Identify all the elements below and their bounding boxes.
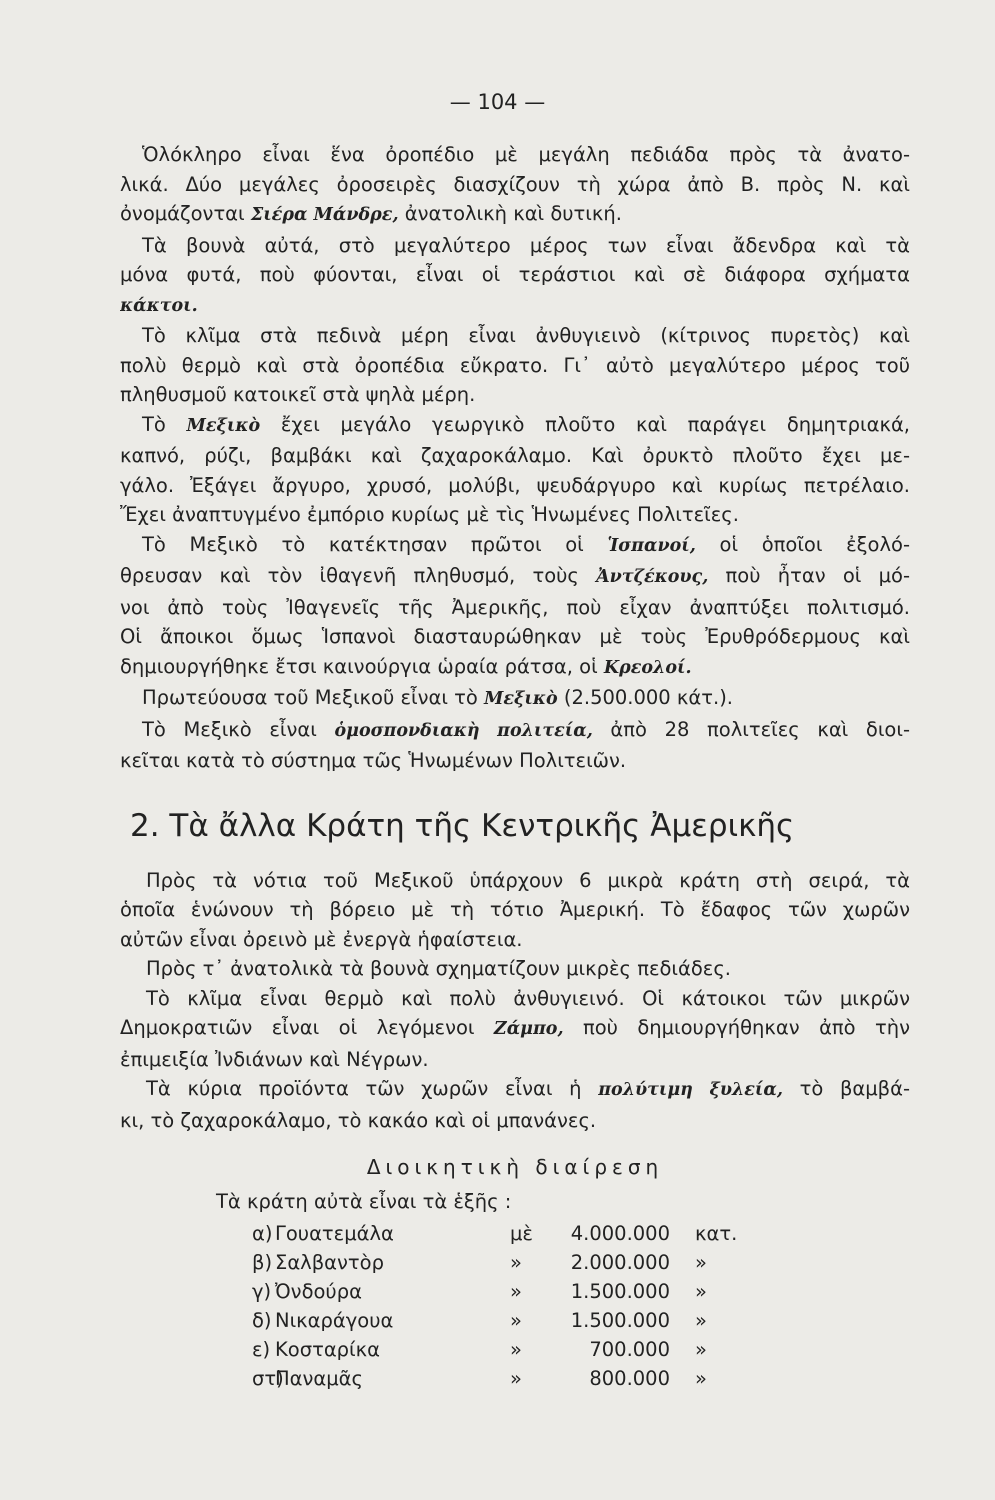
text-run: Δημοκρατιῶν εἶναι οἱ λεγόμενοι — [120, 1016, 494, 1039]
emphasis-antzekous: Ἀντζέκους, — [596, 567, 709, 587]
text-run: δημιουργήθηκε ἔτσι καινούργια ὡραία ράτσα, οἱ — [120, 654, 604, 678]
text-line: Οἱ ἄποικοι ὅμως Ἱσπανοὶ διασταυρώθηκαν μὲ τοὺς Ἐρυθρόδερμους καὶ — [120, 625, 910, 648]
list-item — [120, 1218, 910, 1247]
item-value: 800.000 — [589, 1367, 670, 1390]
item-name: Σαλβαντὸρ — [275, 1251, 384, 1274]
item-name: Γουατεμάλα — [275, 1222, 394, 1245]
emphasis-mexico: Μεξικὸ — [186, 415, 261, 436]
text-run: οἱ ὁποῖοι ἐξολό- — [695, 532, 910, 556]
emphasis-sierra-madre: Σιέρα Μάνδρε, — [250, 205, 399, 225]
emphasis-kaktoi: κάκτοι. — [120, 295, 198, 316]
item-mark: » — [510, 1309, 522, 1332]
item-mark: » — [510, 1367, 522, 1390]
text-line: κεῖται κατὰ τὸ σύστημα τῶς Ἡνωμένων Πολιτειῶν. — [120, 749, 627, 772]
text-line: ἐπιμειξία Ἰνδιάνων καὶ Νέγρων. — [120, 1047, 429, 1071]
text-line — [120, 715, 910, 747]
item-unit: » — [695, 1251, 707, 1274]
emphasis-kreoloi: Κρεολοί. — [603, 657, 692, 678]
item-label: γ) — [252, 1280, 272, 1303]
text-run: ἀνατολικὴ καὶ δυτική. — [398, 202, 622, 225]
emphasis-ispanoi: Ἱσπανοί, — [607, 535, 696, 556]
text-line: ὁποῖα ἑνώνουν τὴ βόρειο μὲ τὴ τότιο Ἀμερική. Τὸ ἔδαφος τῶν χωρῶν — [120, 898, 910, 921]
text-line — [120, 290, 910, 322]
text-run: ἔχει μεγάλο γεωργικὸ πλοῦτο καὶ παράγει δημητριακά, — [260, 412, 910, 436]
page-body — [120, 140, 910, 1392]
list-item — [120, 1334, 910, 1363]
item-unit: » — [695, 1338, 707, 1361]
item-unit: » — [695, 1367, 707, 1390]
text-line: κι, τὸ ζαχαροκάλαμο, τὸ κακάο καὶ οἱ μπανάνες. — [120, 1108, 597, 1132]
page-number: — 104 — — [449, 90, 546, 114]
list-item — [120, 1247, 910, 1276]
text-run: Τὸ Μεξικὸ εἶναι — [142, 717, 335, 741]
list-item — [120, 1276, 910, 1305]
text-line — [120, 652, 910, 684]
item-unit: » — [695, 1309, 707, 1332]
text-line: γάλο. Ἐξάγει ἄργυρο, χρυσό, μολύβι, ψευδάργυρο καὶ κυρίως πετρέλαιο. — [120, 473, 910, 497]
subheading: Διοικητικὴ διαίρεση — [366, 1155, 664, 1179]
text-run: Πρωτεύουσα τοῦ Μεξικοῦ εἶναι τὸ — [142, 686, 485, 709]
item-label: β) — [252, 1251, 273, 1274]
text-line: Τὰ βουνὰ αὐτά, στὸ μεγαλύτερο μέρος των εἶναι ἄδενδρα καὶ τὰ — [142, 233, 910, 257]
item-name: Κοσταρίκα — [275, 1338, 380, 1361]
item-value: 1.500.000 — [570, 1309, 670, 1332]
text-line — [120, 1074, 910, 1106]
text-run: θρευσαν καὶ τὸν ἰθαγενῆ πληθυσμό, τοὺς — [120, 564, 597, 587]
list-intro: Τὰ κράτη αὐτὰ εἶναι τὰ ἑξῆς : — [216, 1190, 512, 1213]
text-line: πληθυσμοῦ κατοικεῖ στὰ ψηλὰ μέρη. — [120, 383, 476, 406]
item-name: Παναμᾶς — [275, 1367, 363, 1390]
text-line: Ὁλόκληρο εἶναι ἕνα ὀροπέδιο μὲ μεγάλη πεδιάδα πρὸς τὰ ἀνατο- — [142, 143, 910, 166]
list-item — [120, 1363, 910, 1392]
text-line — [120, 199, 910, 231]
item-mark: » — [510, 1338, 522, 1361]
item-value: 1.500.000 — [570, 1280, 670, 1303]
emphasis-timber: πολύτιμη ξυλεία, — [598, 1080, 783, 1100]
text-line — [120, 410, 910, 442]
text-line: Πρὸς τὰ νότια τοῦ Μεξικοῦ ὑπάρχουν 6 μικρὰ κράτη στὴ σειρά, τὰ — [146, 868, 910, 892]
text-line: λικά. Δύο μεγάλες ὀροσειρὲς διασχίζουν τὴ χώρα ἀπὸ Β. πρὸς Ν. καὶ — [120, 172, 910, 196]
item-value: 2.000.000 — [570, 1251, 670, 1274]
text-run: ποὺ δημιουργήθηκαν ἀπὸ τὴν — [563, 1016, 910, 1039]
item-label: δ) — [252, 1309, 272, 1332]
item-name: Ὀνδούρα — [275, 1280, 362, 1303]
item-label: ε) — [252, 1338, 271, 1361]
text-line: καπνό, ρύζι, βαμβάκι καὶ ζαχαροκάλαμο. Καὶ ὀρυκτὸ πλοῦτο ἔχει με- — [120, 444, 910, 467]
text-line: μόνα φυτά, ποὺ φύονται, εἶναι οἱ τεράστιοι καὶ σὲ διάφορα σχήματα — [120, 263, 910, 286]
emphasis-federal-state: ὁμοσπονδιακὴ πολιτεία, — [334, 720, 593, 741]
emphasis-zambo: Ζάμπο, — [493, 1019, 564, 1039]
emphasis-mexico-city: Μεξικὸ — [484, 689, 558, 709]
item-value: 4.000.000 — [570, 1222, 670, 1245]
text-run: Τὰ κύρια προϊόντα τῶν χωρῶν εἶναι ἡ — [146, 1077, 599, 1100]
item-label: στ) — [252, 1367, 284, 1390]
text-run: ὀνομάζονται — [120, 202, 251, 225]
states-list — [120, 1218, 910, 1392]
section-heading: 2. Τὰ ἄλλα Κράτη τῆς Κεντρικῆς Ἀμερικῆς — [130, 807, 795, 844]
text-line — [120, 683, 910, 715]
text-line — [120, 1013, 910, 1045]
item-mark: » — [510, 1251, 522, 1274]
text-line: Πρὸς τ᾿ ἀνατολικὰ τὰ βουνὰ σχηματίζουν μικρὲς πεδιάδες. — [146, 957, 731, 980]
item-mark: » — [510, 1280, 522, 1303]
text-line: Τὸ κλῖμα στὰ πεδινὰ μέρη εἶναι ἀνθυγιεινὸ (κίτρινος πυρετὸς) καὶ — [142, 324, 910, 347]
text-run: Τὸ — [142, 412, 187, 436]
text-line: πολὺ θερμὸ καὶ στὰ ὀροπέδια εὔκρατο. Γι᾿ αὐτὸ μεγαλύτερο μέρος τοῦ — [120, 353, 910, 377]
text-line: νοι ἀπὸ τοὺς Ἰθαγενεῖς τῆς Ἀμερικῆς, ποὺ εἶχαν ἀναπτύξει πολιτισμό. — [120, 595, 910, 619]
text-line — [120, 530, 910, 562]
text-line: Τὸ κλῖμα εἶναι θερμὸ καὶ πολὺ ἀνθυγιεινό. Οἱ κάτοικοι τῶν μικρῶν — [146, 986, 910, 1010]
text-line: αὐτῶν εἶναι ὀρεινὸ μὲ ἐνεργὰ ἡφαίστεια. — [120, 927, 523, 951]
text-run: τὸ βαμβά- — [782, 1077, 910, 1100]
item-label: α) — [252, 1222, 273, 1245]
text-run: ἀπὸ 28 πολιτεῖες καὶ διοι- — [592, 717, 910, 741]
item-unit: » — [695, 1280, 707, 1303]
item-unit: κατ. — [695, 1222, 738, 1245]
list-item — [120, 1305, 910, 1334]
item-value: 700.000 — [589, 1338, 670, 1361]
text-run: (2.500.000 κάτ.). — [557, 686, 733, 709]
item-mark: μὲ — [510, 1222, 533, 1245]
text-line — [120, 561, 910, 593]
text-run: Τὸ Μεξικὸ τὸ κατέκτησαν πρῶτοι οἱ — [142, 532, 608, 556]
item-name: Νικαράγουα — [275, 1309, 394, 1332]
text-line: Ἔχει ἀναπτυγμένο ἐμπόριο κυρίως μὲ τὶς Ἡνωμένες Πολιτεῖες. — [120, 503, 739, 526]
text-run: ποὺ ἦταν οἱ μό- — [708, 564, 910, 587]
